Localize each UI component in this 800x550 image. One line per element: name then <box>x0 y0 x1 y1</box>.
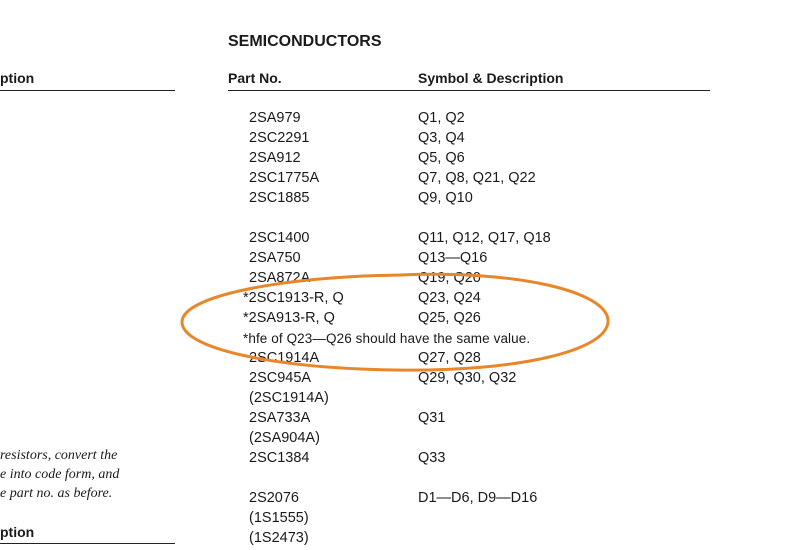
part-no: 2S2076 <box>249 490 299 506</box>
symbol: Q19, Q20 <box>418 270 481 286</box>
part-no: 2SC1400 <box>249 230 310 246</box>
part-no-alt: (1S2473) <box>249 530 309 546</box>
part-no: 2SA872A <box>249 270 311 286</box>
symbol: Q31 <box>418 410 446 426</box>
column-header-symbol: Symbol & Description <box>418 70 564 86</box>
left-note-line-1: resistors, convert the <box>0 448 118 463</box>
symbol: Q29, Q30, Q32 <box>418 370 517 386</box>
symbol: Q23, Q24 <box>418 290 481 306</box>
part-no: 2SC1775A <box>249 170 320 186</box>
part-no: 2SA912 <box>249 150 301 166</box>
left-note-line-3: e part no. as before. <box>0 486 113 501</box>
symbol: Q1, Q2 <box>418 110 465 126</box>
left-note-line-2: e into code form, and <box>0 467 120 482</box>
part-no: 2SA733A <box>249 410 311 426</box>
left-column-header-partial: ption <box>0 70 35 86</box>
symbol: Q3, Q4 <box>418 130 465 146</box>
part-no: 2SC1885 <box>249 190 310 206</box>
part-no: *2SC1913-R, Q <box>243 290 344 306</box>
part-no: 2SA979 <box>249 110 301 126</box>
part-no: 2SC2291 <box>249 130 310 146</box>
part-no: 2SC945A <box>249 370 312 386</box>
part-no-alt: (2SC1914A) <box>249 390 329 406</box>
symbol: Q27, Q28 <box>418 350 481 366</box>
part-no: 2SC1384 <box>249 450 310 466</box>
footnote: *hfe of Q23—Q26 should have the same value. <box>243 331 531 346</box>
column-header-part-no: Part No. <box>228 70 282 86</box>
symbol: Q5, Q6 <box>418 150 465 166</box>
symbol: Q7, Q8, Q21, Q22 <box>418 170 536 186</box>
part-no-alt: (2SA904A) <box>249 430 320 446</box>
part-no: *2SA913-R, Q <box>243 310 335 326</box>
part-no: 2SA750 <box>249 250 301 266</box>
symbol: Q11, Q12, Q17, Q18 <box>418 230 551 246</box>
part-no-alt: (1S1555) <box>249 510 309 526</box>
left-bottom-header-partial: ption <box>0 524 35 540</box>
symbol: Q33 <box>418 450 446 466</box>
symbol: Q9, Q10 <box>418 190 473 206</box>
section-title: SEMICONDUCTORS <box>228 33 382 50</box>
symbol: Q25, Q26 <box>418 310 481 326</box>
part-no: 2SC1914A <box>249 350 320 366</box>
symbol: D1—D6, D9—D16 <box>418 490 538 506</box>
symbol: Q13—Q16 <box>418 250 488 266</box>
